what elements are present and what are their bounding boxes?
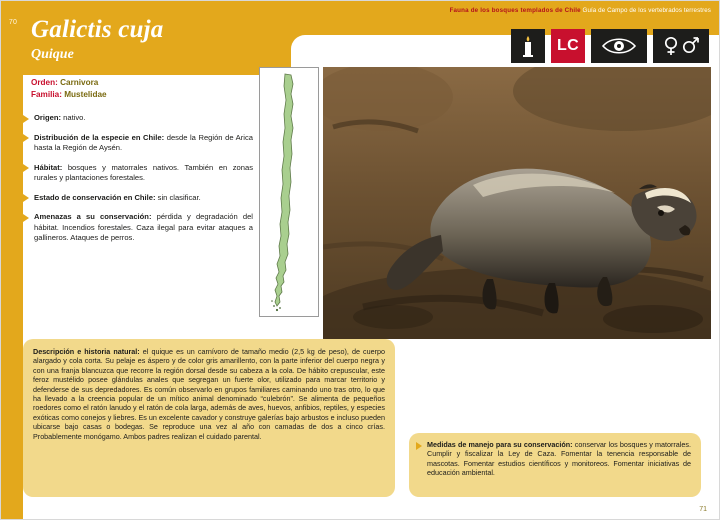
fact-label: Distribución de la especie en Chile: [34, 132, 165, 142]
list-item [23, 212, 253, 244]
sexual-dimorphism-icon [653, 29, 709, 63]
management-text [427, 440, 691, 478]
fact-text: nativo. [61, 113, 86, 122]
folio-right: 71 [699, 506, 707, 513]
taxonomy-block [31, 77, 107, 101]
running-header [450, 7, 711, 14]
fact-label: Amenazas a su conservación: [34, 212, 152, 221]
quique-photo-illustration [323, 67, 711, 339]
fact-text: pérdida y degradación del hábitat. Incendios forestales. Caza ilegal para evitar ataques a gallineros. Ataques de perros. [34, 212, 253, 242]
folio-left: 70 [8, 19, 18, 26]
status-icon-row [511, 29, 709, 63]
distribution-map [259, 67, 319, 317]
bullet-triangle-icon [23, 134, 29, 142]
management-body: conservar los bosques y matorrales. Cumplir y fiscalizar la Ley de Caza. Fomentar la tenencia responsable de mascotas. Fomentar estudios científicos y monitoreos. Fomentar iniciativas de educación ambiental. [427, 440, 691, 478]
bullet-triangle-icon [23, 115, 29, 123]
list-item [23, 133, 253, 154]
description-box [23, 339, 395, 497]
list-item [23, 113, 253, 124]
fact-text: sin clasificar. [155, 192, 201, 202]
running-header-subtitle: Guía de Campo de los vertebrados terrestres [582, 7, 711, 14]
fact-text: desde la Región de Arica hasta la Región de Aysén. [34, 132, 253, 152]
species-photo [323, 67, 711, 339]
description-body: el quique es un carnívoro de tamaño medio (2,5 kg de peso), de cuerpo alargado y cola corta. Su pelaje es áspero y de color gris amarillento, con la parte inferior del cuerpo negra y con una franja blancuzca que recorre la región dorsal desde su cabeza a la cola. De hábito crepuscular, este feroz mustélido posee glándulas anales que segregan un fuerte olor, utilizado para marcar territorio y defenderse de sus depredadores. Es común observarlo en grupos familiares caminando uno tras otro, lo que ha llevado a la creencia popular de un mítico animal denominado “culebrón”. Se alimenta de pequeños roedores como el ratón lanudo y el ratón de cola larga, además de aves, huevos, anfibios, reptiles, y especies exóticas como conejos y liebres. Es un excelente cavador y construye galerías bajo arbustos e incluso pueden ubicarse bajo casas o bodegas. Se reproduce una vez al año con camadas de dos a cinco crías. Probablemente monógamo. Ambos padres realizan el cuidado parental. [33, 347, 385, 441]
description-text [33, 347, 385, 441]
conservation-status-lc-badge: LC [551, 29, 585, 63]
list-item [23, 163, 253, 184]
management-label: Medidas de manejo para su conservación: [427, 440, 573, 449]
bullet-triangle-icon [23, 194, 29, 202]
bullet-triangle-icon [23, 164, 29, 172]
management-box [409, 433, 701, 497]
left-color-band [1, 1, 23, 520]
order-value: Carnivora [60, 78, 99, 87]
chile-map-svg [260, 68, 316, 314]
species-common-name: Quique [31, 47, 74, 62]
family-label: Familia: [31, 90, 62, 99]
species-scientific-name: Galictis cuja [31, 16, 164, 43]
description-label: Descripción e historia natural: [33, 347, 140, 356]
bullet-triangle-icon [23, 214, 29, 222]
order-label: Orden: [31, 78, 58, 87]
fact-label: Hábitat: [34, 162, 63, 172]
family-value: Mustelidae [64, 90, 107, 99]
fact-text: bosques y matorrales nativos. También en zonas rurales y plantaciones forestales. [34, 162, 253, 182]
species-heading [31, 17, 163, 63]
nocturnal-candle-icon [511, 29, 545, 63]
fact-label: Estado de conservación en Chile: [34, 192, 156, 202]
bullet-triangle-icon [416, 442, 422, 450]
running-header-title: Fauna de los bosques templados de Chile [449, 7, 581, 14]
fact-label: Origen: [34, 113, 62, 122]
list-item [23, 193, 253, 204]
eye-nocturnal-icon [591, 29, 647, 63]
fact-list [23, 113, 253, 253]
